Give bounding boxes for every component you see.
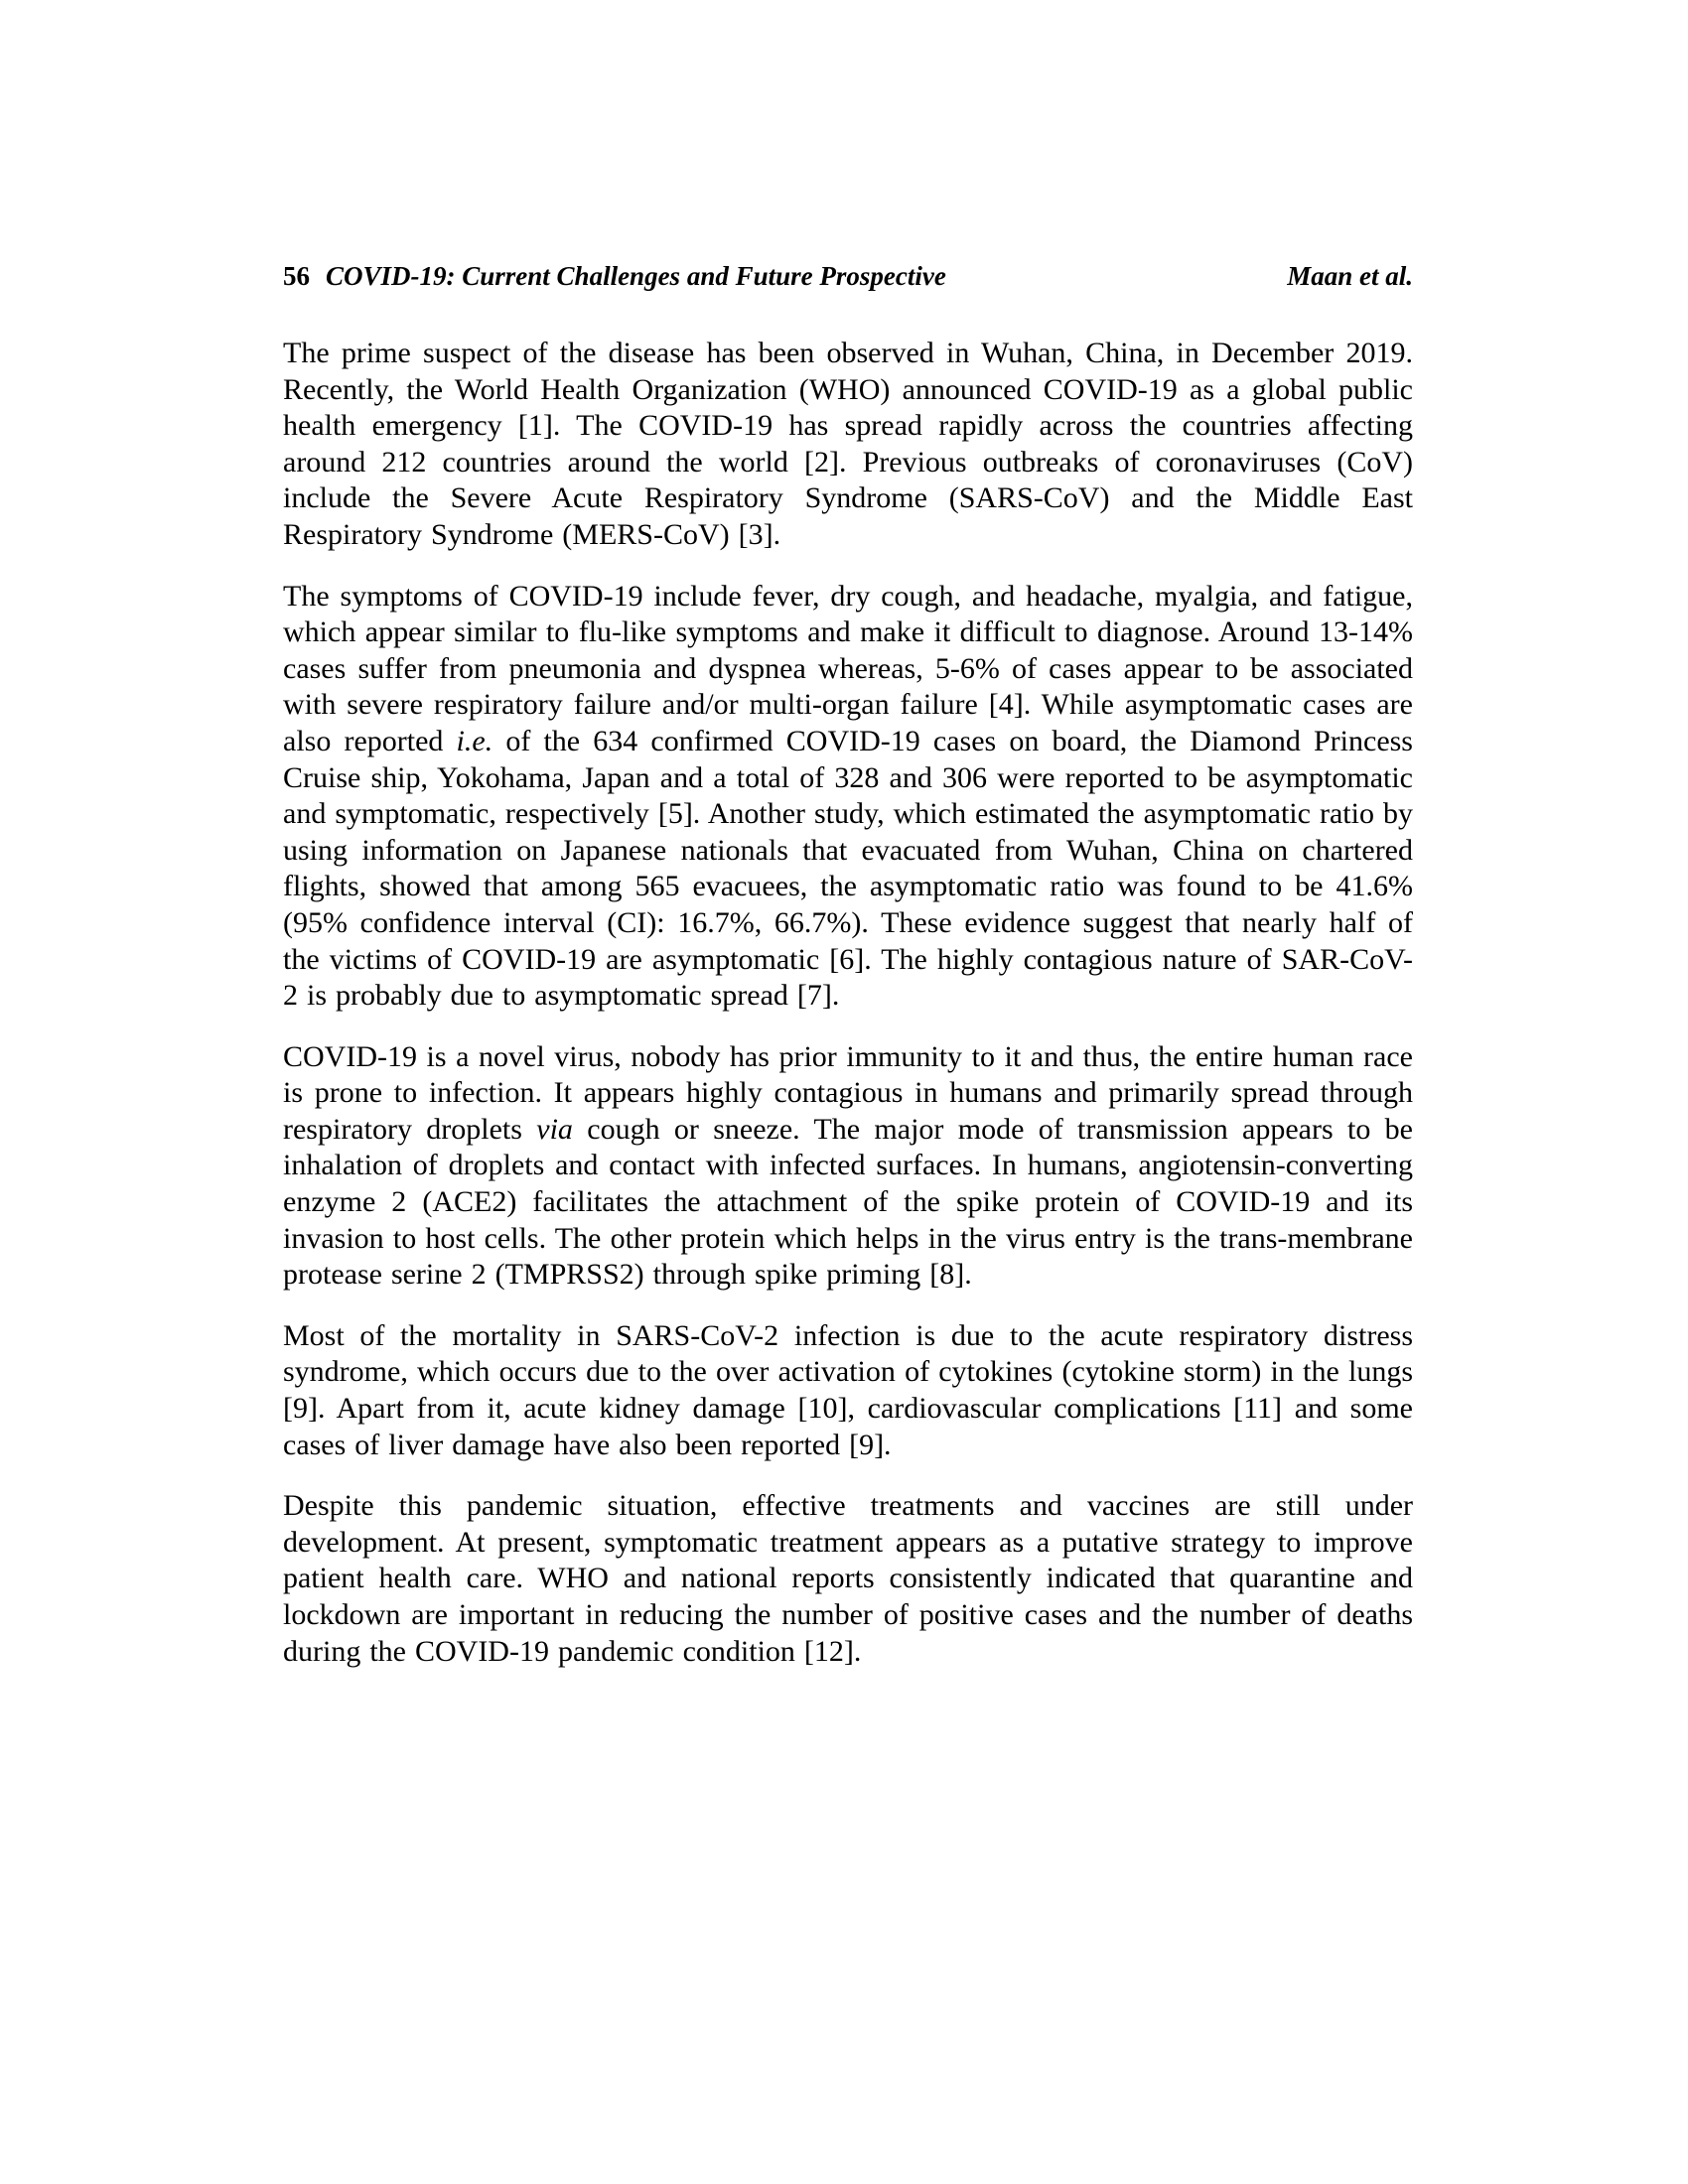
content-area xyxy=(283,260,1413,1695)
paragraph-treatments: Despite this pandemic situation, effective treatments and vaccines are still under development. At present, symptomatic treatment appears as a putative strategy to improve patient health care. WHO and national reports consistently indicated that quarantine and lockdown are important in reducing the number of positive cases and the number of deaths during the COVID-19 pandemic condition [12]. xyxy=(283,1489,1413,1668)
header-left xyxy=(283,260,946,292)
page-number: 56 xyxy=(283,261,310,291)
paragraph-mortality: Most of the mortality in SARS-CoV-2 infection is due to the acute respiratory distress syndrome, which occurs due to the over activation of cytokines (cytokine storm) in the lungs [9]. Apart from it, acute kidney damage [10], cardiovascular complications [11] and some cases of liver damage have also been reported [9]. xyxy=(283,1318,1413,1461)
paragraph-transmission: COVID-19 is a novel virus, nobody has prior immunity to it and thus, the entire human race is prone to infection. It appears highly contagious in humans and primarily spread through respiratory droplets via cough or sneeze. The major mode of transmission appears to be inhalation of droplets and contact with infected surfaces. In humans, angiotensin-converting enzyme 2 (ACE2) facilitates the attachment of the spike protein of COVID-19 and its invasion to host cells. The other protein which helps in the virus entry is the trans-membrane protease serine 2 (TMPRSS2) through spike priming [8]. xyxy=(283,1039,1413,1292)
book-title: COVID-19: Current Challenges and Future Prospective xyxy=(326,261,946,291)
authors-label: Maan et al. xyxy=(1287,261,1413,291)
paragraph-symptoms: The symptoms of COVID-19 include fever, dry cough, and headache, myalgia, and fatigue, which appear similar to flu-like symptoms and make it difficult to diagnose. Around 13-14% cases suffer from pneumonia and dyspnea whereas, 5-6% of cases appear to be associated with severe respiratory failure and/or multi-organ failure [4]. While asymptomatic cases are also reported i.e. of the 634 confirmed COVID-19 cases on board, the Diamond Princess Cruise ship, Yokohama, Japan and a total of 328 and 306 were reported to be asymptomatic and symptomatic, respectively [5]. Another study, which estimated the asymptomatic ratio by using information on Japanese nationals that evacuated from Wuhan, China on chartered flights, showed that among 565 evacuees, the asymptomatic ratio was found to be 41.6% (95% confidence interval (CI): 16.7%, 66.7%). These evidence suggest that nearly half of the victims of COVID-19 are asymptomatic [6]. The highly contagious nature of SAR-CoV-2 is probably due to asymptomatic spread [7]. xyxy=(283,579,1413,1013)
page-header xyxy=(283,260,1413,292)
paragraph-intro-wuhan: The prime suspect of the disease has been observed in Wuhan, China, in December 2019. Recently, the World Health Organization (WHO) announced COVID-19 as a global public health emergency [1]. The COVID-19 has spread rapidly across the countries affecting around 212 countries around the world [2]. Previous outbreaks of coronaviruses (CoV) include the Severe Acute Respiratory Syndrome (SARS-CoV) and the Middle East Respiratory Syndrome (MERS-CoV) [3]. xyxy=(283,337,1413,551)
